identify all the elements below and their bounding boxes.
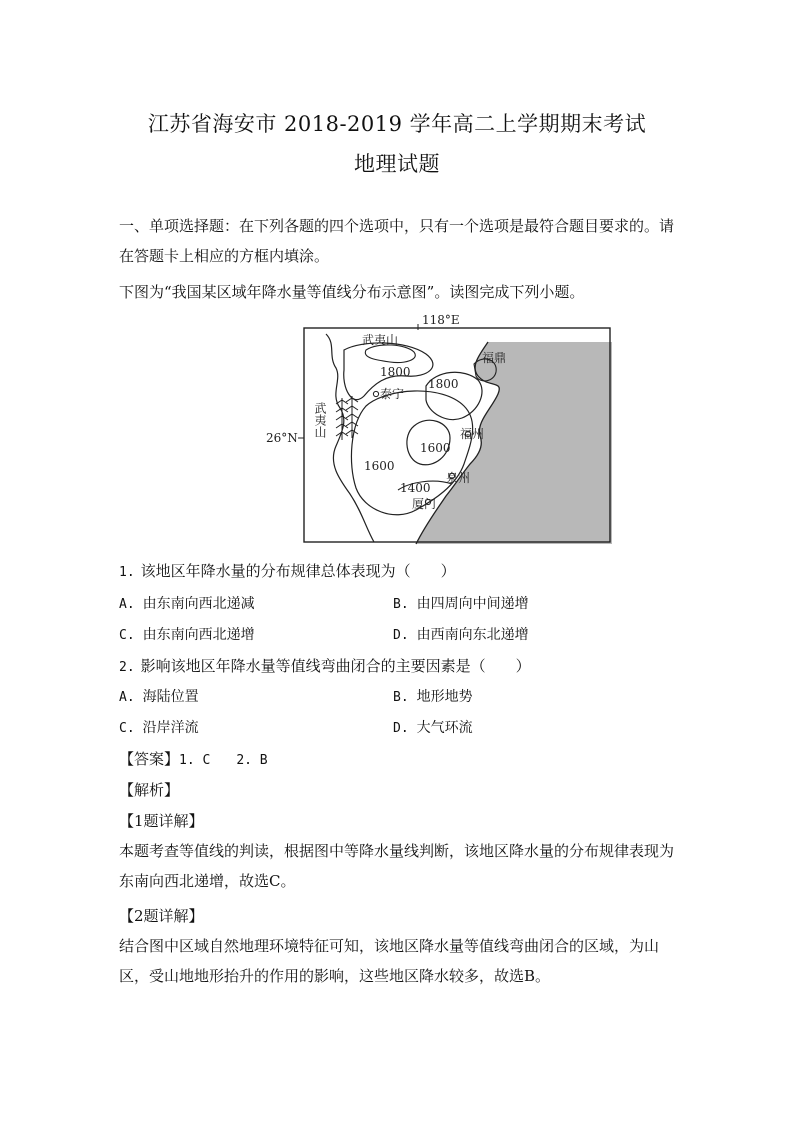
contour-label-1400: 1400 <box>400 481 431 495</box>
contour-label-1800-b: 1800 <box>428 377 459 391</box>
q2-detail-label: 【2题详解】 <box>119 907 204 925</box>
question-1 <box>119 560 456 581</box>
wuyi-mountain-symbol <box>336 396 358 440</box>
q2-detail-text: 结合图中区域自然地理环境特征可知，该地区降水量等值线弯曲闭合的区域，为山区，受山地地形抬升的作用的影响，这些地区降水较多，故选B。 <box>119 937 660 985</box>
contour-label-1800-a: 1800 <box>380 365 411 379</box>
precipitation-map <box>266 314 612 546</box>
precipitation-map-svg <box>266 314 612 546</box>
question-2-option-b[interactable]: B. 地形地势 <box>393 689 473 705</box>
question-2-option-d[interactable]: D. 大气环流 <box>393 720 473 736</box>
question-2-option-a[interactable]: A. 海陆位置 <box>119 689 199 705</box>
quanzhou-label: 泉州 <box>446 471 471 485</box>
map-intro: 下图为“我国某区域年降水量等值线分布示意图”。读图完成下列小题。 <box>119 283 585 301</box>
question-1-option-c[interactable]: C. 由东南向西北递增 <box>119 627 255 643</box>
fuzhou-label: 福州 <box>460 427 485 441</box>
question-2 <box>119 655 531 676</box>
answer-line <box>119 748 268 769</box>
question-1-option-d[interactable]: D. 由西南向东北递增 <box>393 627 529 643</box>
wuyi-left-label: 武夷山 <box>313 402 327 438</box>
longitude-label: 118°E <box>422 314 460 327</box>
answer-label: 【答案】 <box>119 750 180 768</box>
question-1-stem: 该地区年降水量的分布规律总体表现为（ ） <box>140 562 456 580</box>
fuding-label: 福鼎 <box>482 351 507 365</box>
contour-label-1600-b: 1600 <box>364 459 395 473</box>
province-boundary <box>326 334 374 542</box>
document-title: 江苏省海安市 2018-2019 学年高二上学期期末考试 <box>147 112 647 136</box>
question-2-number: 2. <box>119 660 135 675</box>
q1-detail-label: 【1题详解】 <box>119 812 204 830</box>
q1-detail-text: 本题考查等值线的判读，根据图中等降水量线判断，该地区降水量的分布规律表现为东南向西北递增，故选C。 <box>119 842 675 890</box>
wuyi-top-label: 武夷山 <box>362 333 399 347</box>
contour-closed-top <box>365 345 415 363</box>
taining-label: 泰宁 <box>380 387 405 401</box>
analysis-label: 【解析】 <box>119 781 180 799</box>
latitude-label: 26°N <box>266 431 298 445</box>
section-intro: 一、单项选择题：在下列各题的四个选项中，只有一个选项是最符合题目要求的。请在答题卡上相应的方框内填涂。 <box>119 217 675 265</box>
contour-label-1600-a: 1600 <box>420 441 451 455</box>
document-subtitle: 地理试题 <box>354 152 440 176</box>
question-1-option-b[interactable]: B. 由四周向中间递增 <box>393 596 529 612</box>
answer-text: 1. C 2. B <box>179 753 268 768</box>
question-2-option-c[interactable]: C. 沿岸洋流 <box>119 720 199 736</box>
question-1-option-a[interactable]: A. 由东南向西北递减 <box>119 596 255 612</box>
xiamen-label: 厦门 <box>412 497 437 511</box>
taining-marker <box>373 391 378 396</box>
question-2-stem: 影响该地区年降水量等值线弯曲闭合的主要因素是（ ） <box>140 657 531 675</box>
question-1-number: 1. <box>119 565 135 580</box>
